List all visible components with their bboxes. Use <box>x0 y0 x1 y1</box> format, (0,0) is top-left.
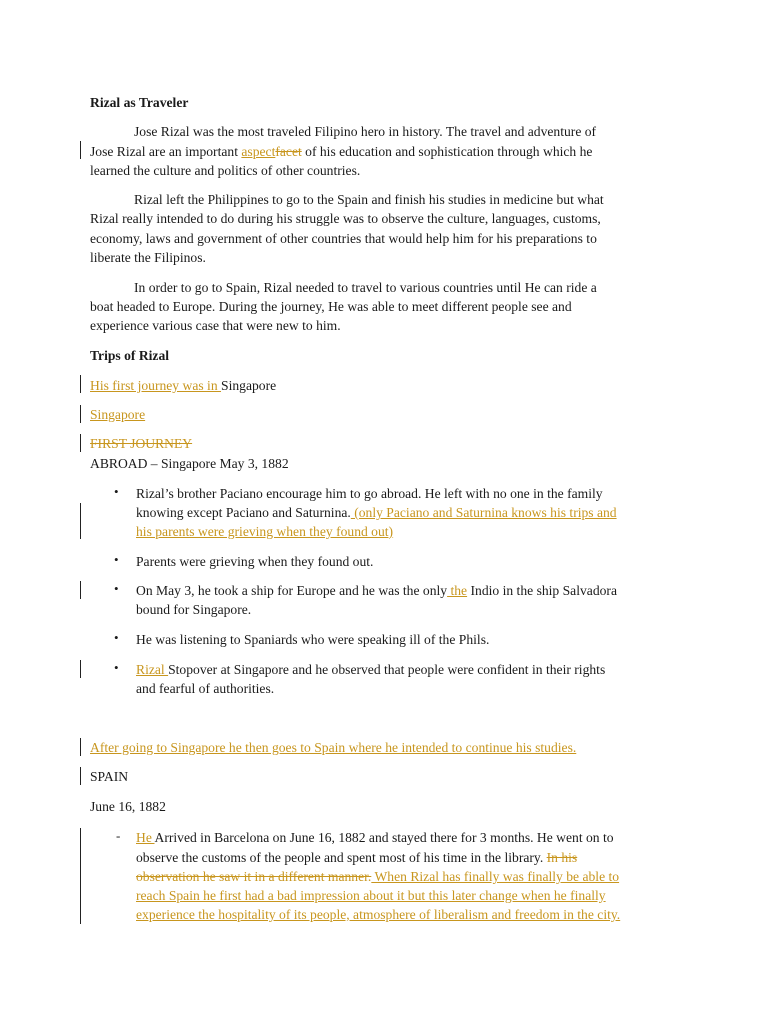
p1-line-3: learned the culture and politics of other countries. <box>90 163 361 178</box>
bullet-1-line-1: Rizal’s brother Paciano encourage him to go abroad. He left with no one in the family <box>136 486 603 501</box>
singapore-inserted: Singapore <box>90 407 146 422</box>
change-bar <box>80 405 81 423</box>
abroad-line: ABROAD – Singapore May 3, 1882 <box>90 456 289 471</box>
p1-line-2 <box>90 142 592 161</box>
bullet-marker: • <box>114 484 119 499</box>
first-journey-line <box>90 376 276 395</box>
p2-line-4: liberate the Filipinos. <box>90 250 206 265</box>
dash-line-5: experience the hospitality of its people, atmosphere of liberalism and freedom in the city. <box>136 907 621 922</box>
heading-rizal-as-traveler: Rizal as Traveler <box>90 95 189 110</box>
bullet-3-text: Indio in the ship Salvadora <box>467 583 617 598</box>
inserted-text: His first journey was in <box>90 378 222 393</box>
change-bar <box>80 434 81 452</box>
bullet-3-line-1 <box>136 581 617 600</box>
dash-line-3 <box>136 867 619 886</box>
change-bar <box>80 767 81 785</box>
p3-line-1: In order to go to Spain, Rizal needed to travel to various countries until He can ride a <box>134 280 597 295</box>
dash-text: Arrived in Barcelona on June 16, 1882 and stayed there for 3 months. He went on to <box>154 830 614 845</box>
deleted-text: observation he saw it in a different manner. <box>136 869 372 884</box>
singapore-text: Singapore <box>221 378 277 393</box>
bullet-1-text: knowing except Paciano and Saturnina. <box>136 505 351 520</box>
change-bar <box>80 141 81 159</box>
bullet-5-line-1 <box>136 660 605 679</box>
p1-text: Jose Rizal are an important <box>90 144 242 159</box>
dash-line-4: reach Spain he first had a bad impression about it but this later change when he finally <box>136 888 606 903</box>
bullet-marker: • <box>114 630 119 645</box>
change-bar <box>80 503 81 539</box>
bullet-3-line-2: bound for Singapore. <box>136 602 252 617</box>
bullet-3-text: On May 3, he took a ship for Europe and he was the only <box>136 583 448 598</box>
change-bar <box>80 660 81 678</box>
change-bar <box>80 581 81 599</box>
deleted-text: In his <box>546 850 578 865</box>
change-bar <box>80 738 81 756</box>
bullet-5-line-2: and fearful of authorities. <box>136 681 275 696</box>
deleted-text: facet <box>275 144 302 159</box>
p1-line-1: Jose Rizal was the most traveled Filipino hero in history. The travel and adventure of <box>134 124 597 139</box>
p1-text: of his education and sophistication through which he <box>301 144 593 159</box>
june-date: June 16, 1882 <box>90 799 166 814</box>
dash-line-2 <box>136 848 577 867</box>
inserted-text: He <box>136 830 155 845</box>
p3-line-2: boat headed to Europe. During the journey, He was able to meet different people see and <box>90 299 572 314</box>
bullet-1-line-3: his parents were grieving when they found out) <box>136 524 394 539</box>
first-journey-deleted: FIRST JOURNEY <box>90 436 193 451</box>
p2-line-1: Rizal left the Philippines to go to the Spain and finish his studies in medicine but what <box>134 192 604 207</box>
inserted-text: When Rizal has finally was finally be able to <box>371 869 620 884</box>
inserted-text: (only Paciano and Saturnina knows his trips and <box>350 505 617 520</box>
inserted-text: aspect <box>241 144 276 159</box>
bullet-4: He was listening to Spaniards who were speaking ill of the Phils. <box>136 632 490 647</box>
inserted-text: the <box>447 583 468 598</box>
dash-text: observe the customs of the people and spent most of his time in the library. <box>136 850 547 865</box>
dash-marker: - <box>116 828 121 843</box>
p3-line-3: experience various case that were new to him. <box>90 318 341 333</box>
p2-line-3: economy, laws and government of other countries that would help him for his preparations to <box>90 231 597 246</box>
dash-line-1 <box>136 828 614 847</box>
inserted-text: Rizal <box>136 662 169 677</box>
heading-trips-of-rizal: Trips of Rizal <box>90 348 170 363</box>
bullet-marker: • <box>114 581 119 596</box>
spain-heading: SPAIN <box>90 769 129 784</box>
change-bar <box>80 828 81 924</box>
bullet-5-text: Stopover at Singapore and he observed that people were confident in their rights <box>168 662 606 677</box>
bullet-marker: • <box>114 552 119 567</box>
after-singapore-inserted: After going to Singapore he then goes to Spain where he intended to continue his studies. <box>90 740 577 755</box>
change-bar <box>80 375 81 393</box>
p2-line-2: Rizal really intended to do during his struggle was to observe the culture, languages, customs, <box>90 211 601 226</box>
bullet-1-line-2 <box>136 503 617 522</box>
bullet-2: Parents were grieving when they found out. <box>136 554 374 569</box>
bullet-marker: • <box>114 660 119 675</box>
